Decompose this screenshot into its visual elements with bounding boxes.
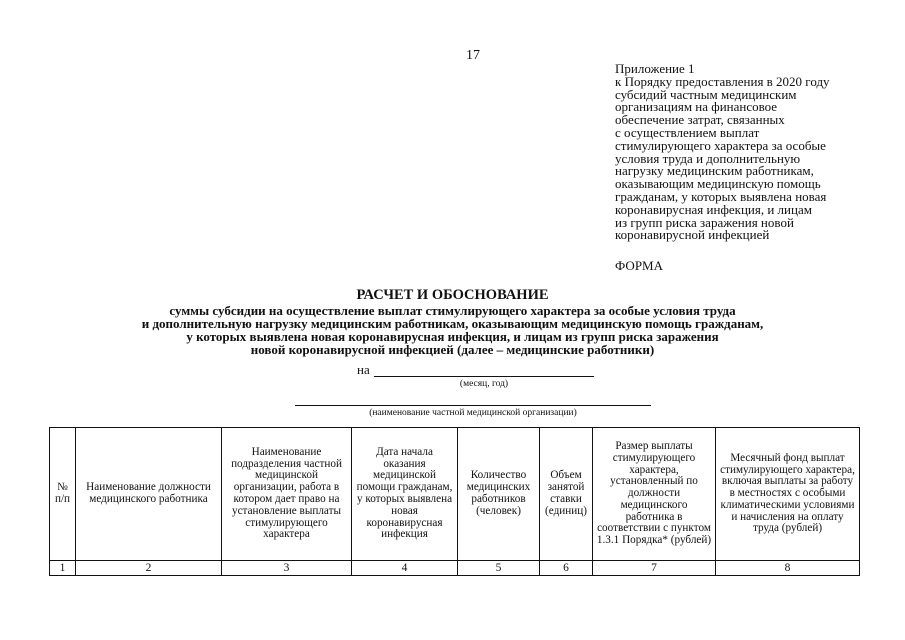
organization-caption: (наименование частной медицинской организации) bbox=[369, 408, 577, 418]
document-title: РАСЧЕТ И ОБОСНОВАНИЕ bbox=[356, 287, 549, 303]
appendix-line: обеспечение затрат, связанных bbox=[615, 112, 785, 128]
document-subtitle bbox=[0, 304, 905, 356]
subtitle-line: и дополнительную нагрузку медицинским работникам, оказывающим медицинскую помощь гражданам, bbox=[141, 316, 764, 331]
header-cell-number: № п/п bbox=[50, 428, 76, 561]
appendix-line: коронавирусная инфекция, и лицам bbox=[615, 201, 812, 217]
appendix-line: субсидий частным медицинским bbox=[615, 86, 797, 102]
column-number-cell: 1 bbox=[50, 561, 76, 576]
column-number-cell: 3 bbox=[222, 561, 352, 576]
appendix-line: с осуществлением выплат bbox=[615, 124, 760, 140]
column-number-cell: 7 bbox=[593, 561, 716, 576]
calculation-table bbox=[49, 427, 860, 576]
header-cell-worker-count: Количество медицинских работников (человек) bbox=[458, 428, 540, 561]
subtitle-line: новой коронавирусной инфекцией (далее – медицинские работники) bbox=[250, 342, 655, 357]
appendix-line: организациям на финансовое bbox=[615, 99, 778, 115]
column-number-row bbox=[50, 561, 860, 576]
column-number-cell: 2 bbox=[76, 561, 222, 576]
appendix-line: из групп риска заражения новой bbox=[615, 214, 794, 230]
header-cell-rate-volume: Объем занятой ставки (единиц) bbox=[540, 428, 593, 561]
column-number-cell: 5 bbox=[458, 561, 540, 576]
appendix-header bbox=[615, 63, 875, 242]
header-cell-payment-size: Размер выплаты стимулирующего характера, установленный по должности медицинского работника в соответствии с пунктом 1.3.1 Порядка* (рублей) bbox=[593, 428, 716, 561]
appendix-line: к Порядку предоставления в 2020 году bbox=[615, 73, 830, 89]
header-cell-position: Наименование должности медицинского работника bbox=[76, 428, 222, 561]
column-number-cell: 6 bbox=[540, 561, 593, 576]
subtitle-line: у которых выявлена новая коронавирусная инфекция, и лицам из групп риска заражения bbox=[186, 329, 719, 344]
appendix-line: стимулирующего характера за особые bbox=[615, 137, 826, 153]
appendix-line: условия труда и дополнительную bbox=[615, 150, 801, 166]
month-prefix: на bbox=[357, 362, 370, 377]
appendix-line: Приложение 1 bbox=[615, 61, 695, 76]
subtitle-line: суммы субсидии на осуществление выплат стимулирующего характера за особые условия труда bbox=[169, 303, 736, 318]
form-label: ФОРМА bbox=[615, 258, 663, 273]
month-caption: (месяц, год) bbox=[459, 379, 509, 389]
page-number: 17 bbox=[466, 48, 480, 63]
table-header-row bbox=[50, 428, 860, 561]
column-number-cell: 8 bbox=[716, 561, 860, 576]
month-blank-line[interactable] bbox=[374, 376, 594, 377]
appendix-line: нагрузку медицинским работникам, bbox=[615, 163, 814, 179]
header-cell-monthly-fund: Месячный фонд выплат стимулирующего характера, включая выплаты за работу в местностях с особыми климатическими условиями и начисления на оплату труда (рублей) bbox=[716, 428, 860, 561]
column-number-cell: 4 bbox=[352, 561, 458, 576]
appendix-line: гражданам, у которых выявлена новая bbox=[615, 188, 827, 204]
appendix-line: оказывающим медицинскую помощь bbox=[615, 176, 821, 192]
header-cell-department: Наименование подразделения частной медицинской организации, работа в котором дает право на установление выплаты стимулирующего характера bbox=[222, 428, 352, 561]
header-cell-start-date: Дата начала оказания медицинской помощи гражданам, у которых выявлена новая коронавирусная инфекция bbox=[352, 428, 458, 561]
organization-blank-line[interactable] bbox=[295, 405, 651, 406]
appendix-line: коронавирусной инфекцией bbox=[615, 227, 770, 243]
